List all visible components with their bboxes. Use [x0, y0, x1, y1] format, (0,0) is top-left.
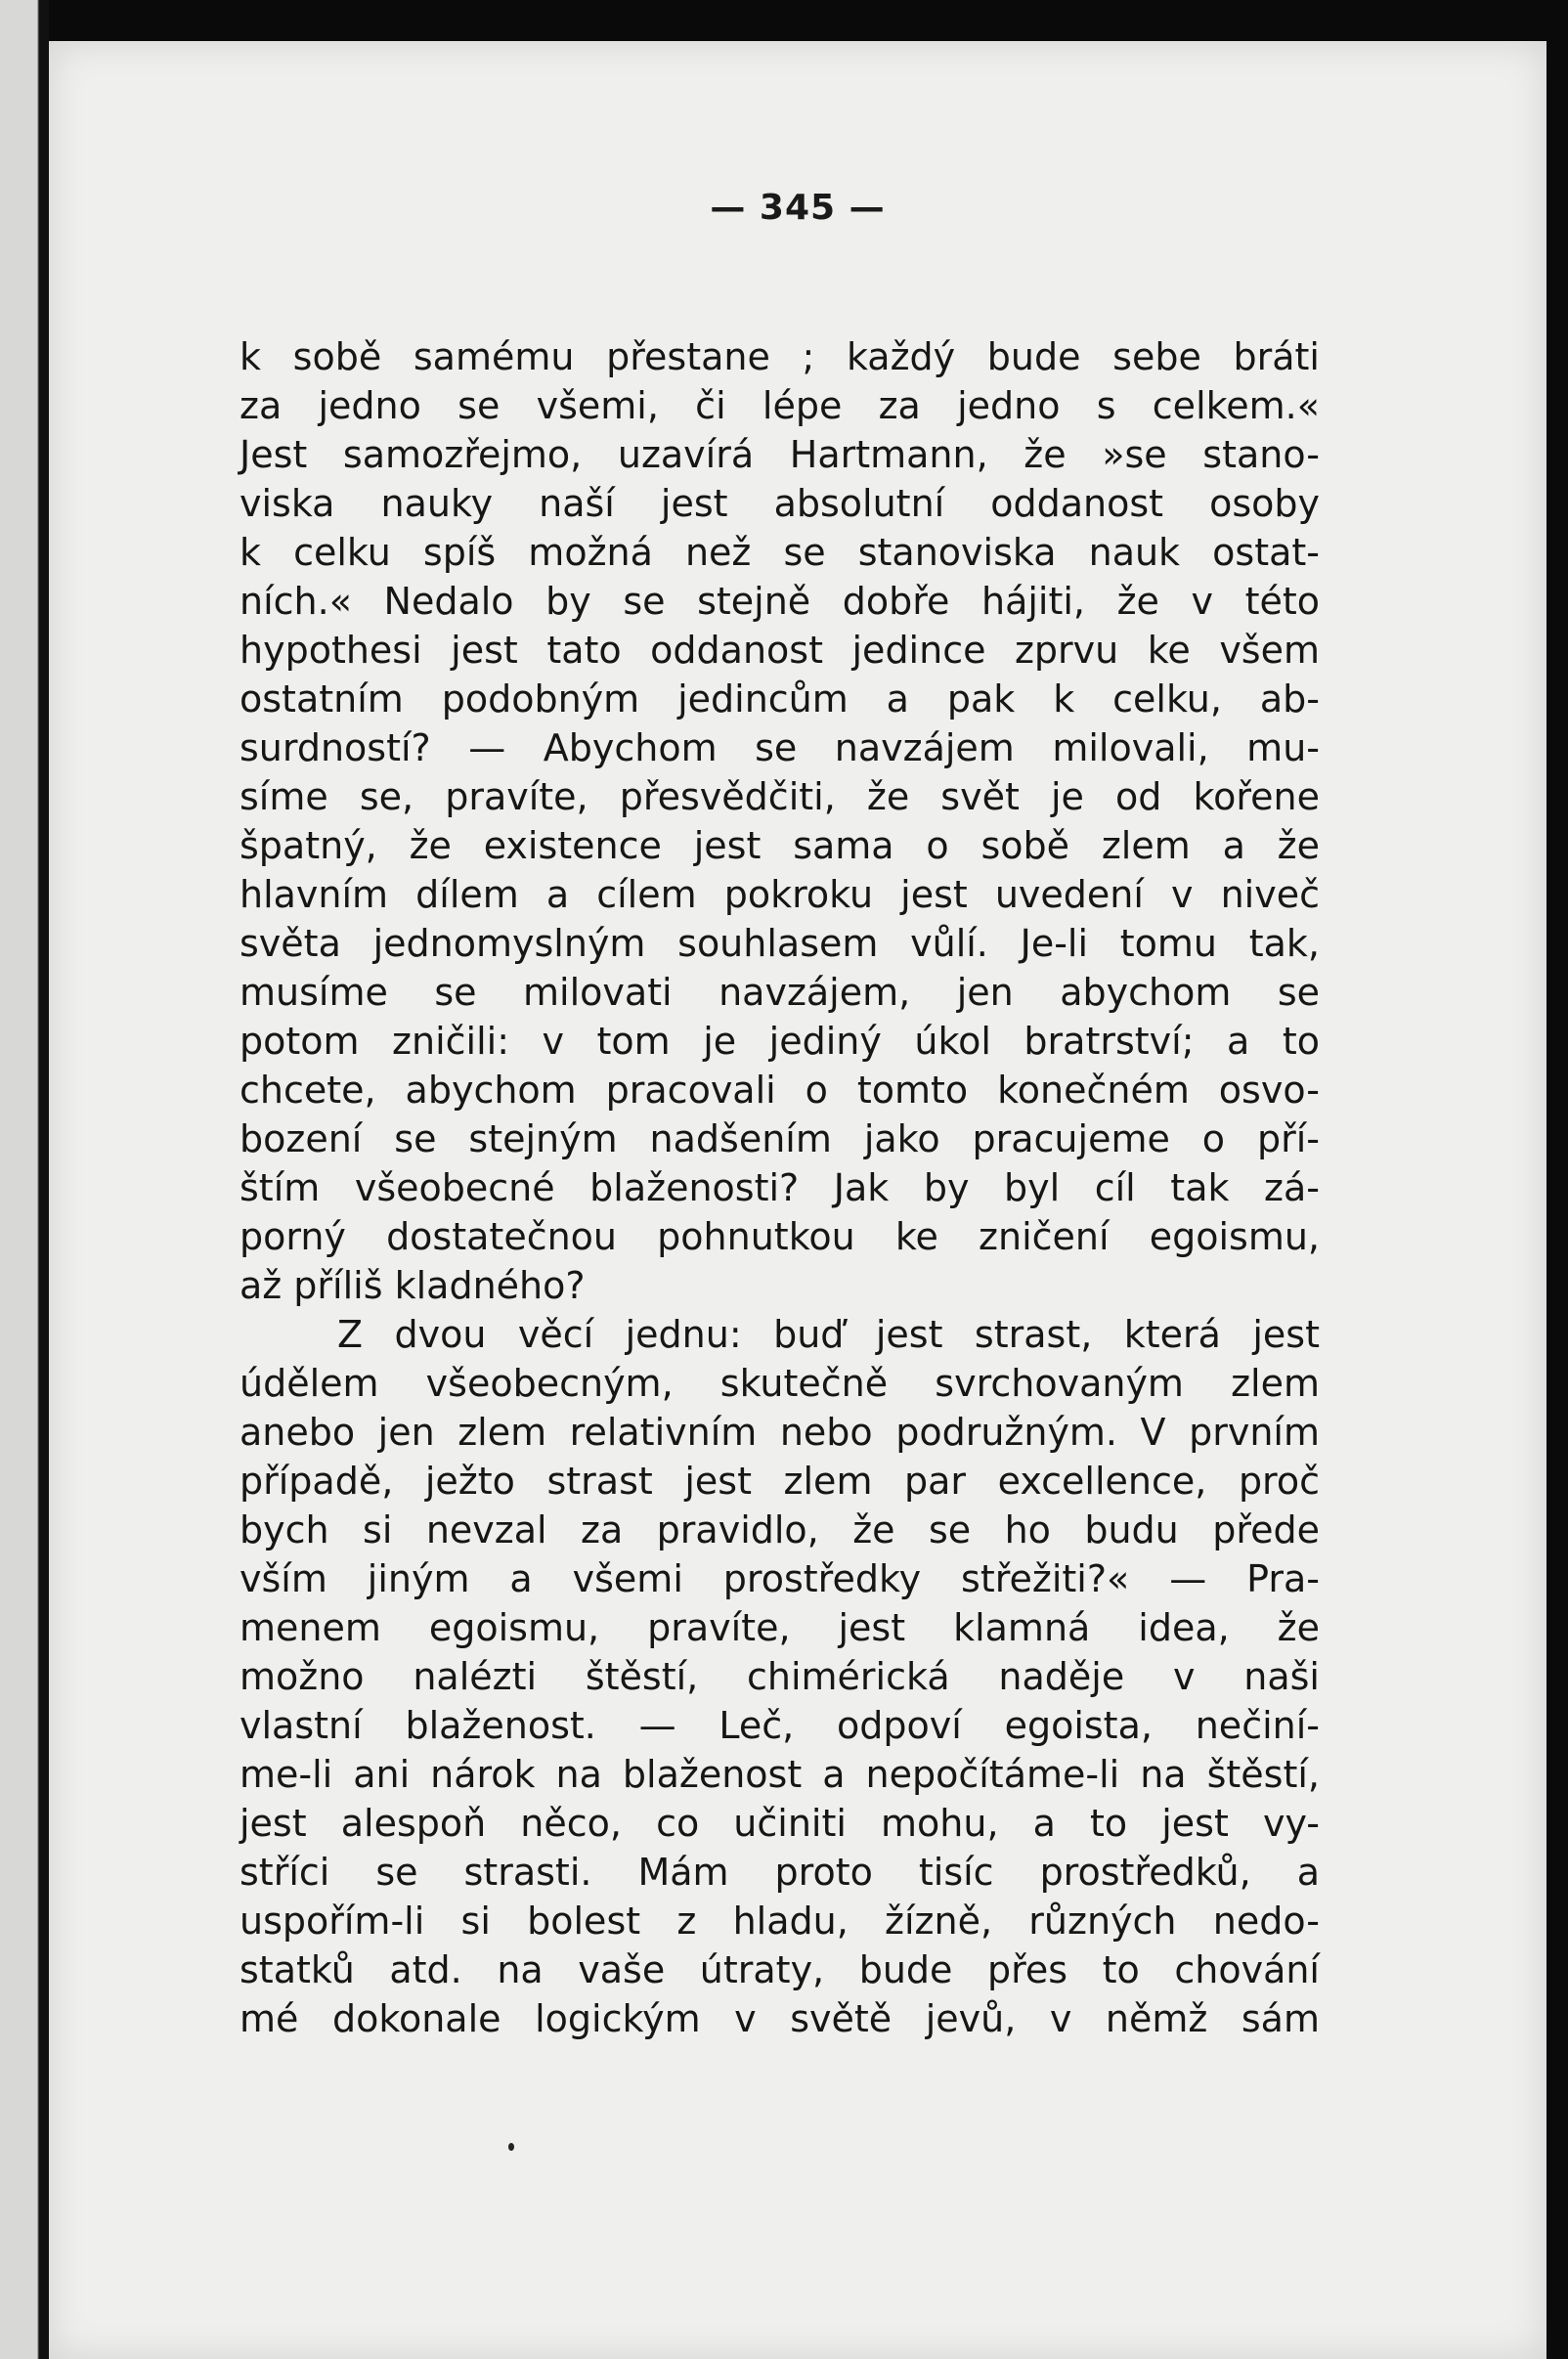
text-line: Z dvou věcí jednu: buď jest strast, která jest: [337, 1313, 1320, 1356]
text-line: vlastní blaženost. — Leč, odpoví egoista, nečiní-: [240, 1704, 1320, 1747]
text-line: síme se, pravíte, přesvědčiti, že svět je od kořene: [240, 775, 1320, 818]
text-line: hlavním dílem a cílem pokroku jest uvedení v niveč: [240, 873, 1320, 916]
scan-speck: [508, 2143, 514, 2151]
text-line: uspořím-li si bolest z hladu, žízně, různých nedo-: [240, 1900, 1320, 1943]
text-line: me-li ani nárok na blaženost a nepočítáme-li na štěstí,: [240, 1753, 1320, 1796]
text-line: porný dostatečnou pohnutkou ke zničení egoismu,: [240, 1215, 1320, 1258]
text-line: statků atd. na vaše útraty, bude přes to chování: [240, 1948, 1320, 1991]
text-line: ostatním podobným jedincům a pak k celku, ab-: [240, 677, 1320, 721]
text-line: vším jiným a všemi prostředky střežiti?« — Pra-: [240, 1557, 1320, 1600]
text-line: bych si nevzal za pravidlo, že se ho budu přede: [240, 1508, 1320, 1551]
text-line: možno nalézti štěstí, chimérická naděje v naši: [240, 1655, 1320, 1698]
text-line: viska nauky naší jest absolutní oddanost osoby: [240, 482, 1320, 525]
text-line: za jedno se všemi, či lépe za jedno s celkem.«: [240, 384, 1320, 427]
text-line: mé dokonale logickým v světě jevů, v němž sám: [240, 1997, 1320, 2040]
text-line: ních.« Nedalo by se stejně dobře hájiti, že v této: [240, 580, 1320, 623]
page-number: — 345 —: [710, 188, 886, 228]
text-line: Jest samozřejmo, uzavírá Hartmann, že »se stano-: [240, 433, 1320, 476]
text-line: stříci se strasti. Mám proto tisíc prostředků, a: [240, 1851, 1320, 1894]
text-line: až příliš kladného?: [240, 1264, 586, 1307]
text-line: chcete, abychom pracovali o tomto konečném osvo-: [240, 1069, 1320, 1112]
text-line: k sobě samému přestane ; každý bude sebe bráti: [240, 335, 1320, 378]
body-text: [240, 332, 1320, 2043]
text-line: údělem všeobecným, skutečně svrchovaným zlem: [240, 1362, 1320, 1405]
text-line: surdností? — Abychom se navzájem milovali, mu-: [240, 726, 1320, 769]
text-line: bození se stejným nadšením jako pracujeme o pří-: [240, 1117, 1320, 1160]
text-line: anebo jen zlem relativním nebo podružným. V prvním: [240, 1411, 1320, 1454]
text-line: případě, ježto strast jest zlem par excellence, proč: [240, 1460, 1320, 1503]
text-line: hypothesi jest tato oddanost jedince zprvu ke všem: [240, 629, 1320, 672]
binding-edge: [0, 0, 49, 2359]
text-line: musíme se milovati navzájem, jen abychom se: [240, 971, 1320, 1014]
text-line: štím všeobecné blaženosti? Jak by byl cíl tak zá-: [240, 1166, 1320, 1209]
text-line: jest alespoň něco, co učiniti mohu, a to jest vy-: [240, 1802, 1320, 1845]
text-line: světa jednomyslným souhlasem vůlí. Je-li tomu tak,: [240, 922, 1320, 965]
text-line: potom zničili: v tom je jediný úkol bratrství; a to: [240, 1020, 1320, 1063]
text-line: špatný, že existence jest sama o sobě zlem a že: [240, 824, 1320, 867]
scanned-page: [49, 41, 1546, 2359]
text-line: menem egoismu, pravíte, jest klamná idea, že: [240, 1606, 1320, 1649]
text-line: k celku spíš možná než se stanoviska nauk ostat-: [240, 531, 1320, 574]
